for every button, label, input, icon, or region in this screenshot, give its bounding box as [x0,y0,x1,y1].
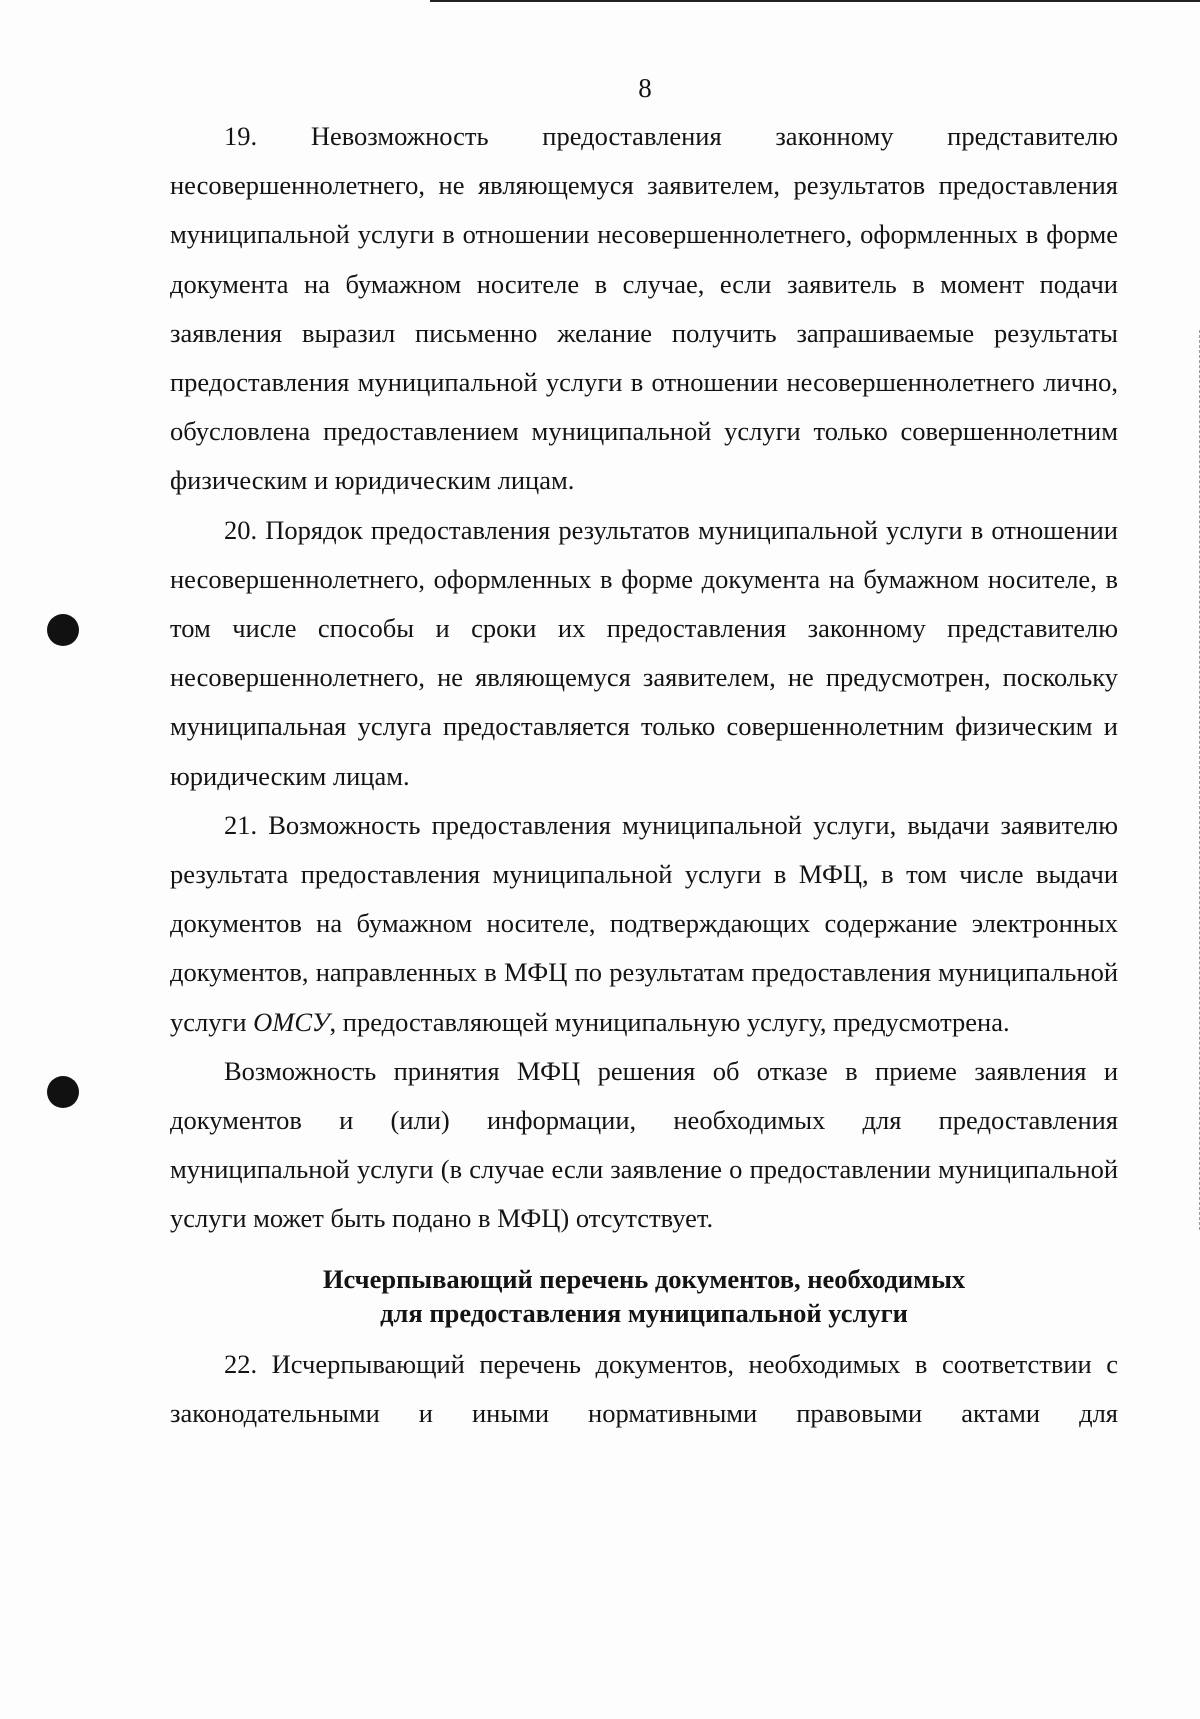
section-heading-line-2: для предоставления муниципальной услуги [380,1297,908,1328]
paragraph-22: 22. Исчерпывающий перечень документов, необходимых в соответствии с законодательными и иными нормативными правовыми актами для [170,1348,1118,1428]
section-heading [170,1262,1118,1330]
section-heading-line-1: Исчерпывающий перечень документов, необходимых [322,1263,966,1294]
document-body [170,112,1118,1438]
punch-hole-mark [47,1076,79,1108]
paragraph-21 [170,801,1118,1047]
paragraph-20: 20. Порядок предоставления результатов муниципальной услуги в отношении несовершеннолетнего, оформленных в форме документа на бумажном носителе, в том числе способы и сроки их предоставления законному представителю несовершеннолетнего, не являющемуся заявителем, не предусмотрен, поскольку муниципальная услуга предоставляется только совершеннолетним физическим и юридическим лицам. [170,514,1118,791]
paragraph-21-mfc: Возможность принятия МФЦ решения об отказе в приеме заявления и документов и (или) информации, необходимых для предоставления муниципальной услуги (в случае если заявление о предоставлении муниципальной услуги может быть подано в МФЦ) отсутствует. [170,1055,1118,1234]
paragraph-19: 19. Невозможность предоставления законному представителю несовершеннолетнего, не являющемуся заявителем, результатов предоставления муниципальной услуги в отношении несовершеннолетнего, оформленных в форме документа на бумажном носителе в случае, если заявитель в момент подачи заявления выразил письменно желание получить запрашиваемые результаты предоставления муниципальной услуги в отношении несовершеннолетнего лично, обусловлена предоставлением муниципальной услуги только совершеннолетним физическим и юридическим лицам. [170,121,1118,496]
page-number: 8 [638,73,652,103]
paragraph-21-text-end: , предоставляющей муниципальную услугу, предусмотрена. [329,1006,1010,1037]
top-scan-edge [430,0,1200,2]
punch-hole-mark [47,614,79,646]
paragraph-21-text-start: 21. Возможность предоставления муниципальной услуги, выдачи заявителю результата предоставления муниципальной услуги в МФЦ, в том числе выдачи документов на бумажном носителе, подтверждающих содержание электронных документов, направленных в МФЦ по результатам предоставления муниципальной услуги [170,809,1118,1037]
paragraph-21-omsu: ОМСУ [253,1006,330,1037]
